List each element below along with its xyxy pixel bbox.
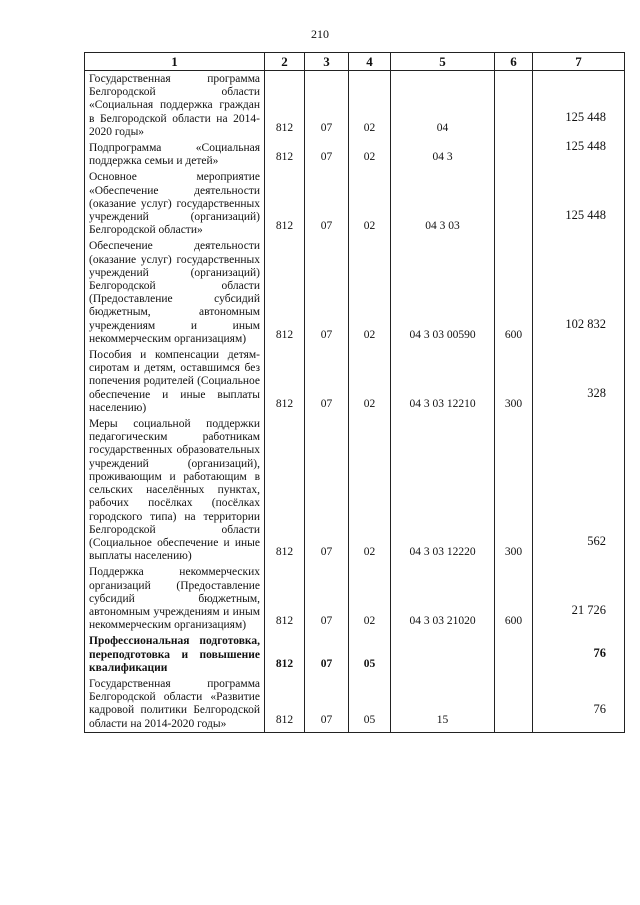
csr-code: 04 3 bbox=[391, 140, 495, 169]
pr-code: 02 bbox=[349, 238, 391, 347]
rz-code: 07 bbox=[305, 676, 349, 732]
row-name: Меры социальной поддержки педагогическим работникам государственных образовательных учреждений (организаций), проживающим и работающим в сельских населённых пунктах, рабочих посёлках (посёлках городского типа) на территории Белгородской области (Социальное обеспечение и иные выплаты населению) bbox=[85, 416, 265, 564]
row-name: Пособия и компенсации детям-сиротам и детям, оставшимся без попечения родителей (Социальное обеспечение и иные выплаты населению) bbox=[85, 347, 265, 416]
vr-code: 600 bbox=[495, 238, 533, 347]
ved-code: 812 bbox=[265, 71, 305, 141]
row-sum: 562 bbox=[533, 416, 625, 564]
table-body bbox=[85, 71, 625, 733]
row-sum: 21 726 bbox=[533, 564, 625, 633]
csr-code: 04 3 03 12210 bbox=[391, 347, 495, 416]
ved-code: 812 bbox=[265, 564, 305, 633]
column-header: 5 bbox=[391, 53, 495, 71]
pr-code: 02 bbox=[349, 71, 391, 141]
row-name: Поддержка некоммерческих организаций (Предоставление субсидий бюджетным, автономным учреждениям и иным некоммерческим организациям) bbox=[85, 564, 265, 633]
rz-code: 07 bbox=[305, 633, 349, 676]
column-header: 3 bbox=[305, 53, 349, 71]
table-row bbox=[85, 71, 625, 141]
vr-code: 300 bbox=[495, 416, 533, 564]
csr-code: 04 3 03 21020 bbox=[391, 564, 495, 633]
pr-code: 02 bbox=[349, 416, 391, 564]
rz-code: 07 bbox=[305, 564, 349, 633]
pr-code: 02 bbox=[349, 347, 391, 416]
table-row bbox=[85, 238, 625, 347]
column-header: 1 bbox=[85, 53, 265, 71]
csr-code: 04 3 03 bbox=[391, 169, 495, 238]
row-sum: 125 448 bbox=[533, 140, 625, 169]
row-name: Государственная программа Белгородской области «Развитие кадровой политики Белгородской области на 2014-2020 годы» bbox=[85, 676, 265, 732]
vr-code bbox=[495, 633, 533, 676]
ved-code: 812 bbox=[265, 416, 305, 564]
pr-code: 02 bbox=[349, 564, 391, 633]
csr-code: 04 3 03 00590 bbox=[391, 238, 495, 347]
row-sum: 328 bbox=[533, 347, 625, 416]
pr-code: 05 bbox=[349, 633, 391, 676]
page-number: 210 bbox=[311, 27, 329, 41]
column-header: 4 bbox=[349, 53, 391, 71]
csr-code: 04 bbox=[391, 71, 495, 141]
header-row bbox=[85, 53, 625, 71]
ved-code: 812 bbox=[265, 140, 305, 169]
row-name: Профессиональная подготовка, переподготовка и повышение квалификации bbox=[85, 633, 265, 676]
table-row bbox=[85, 633, 625, 676]
rz-code: 07 bbox=[305, 238, 349, 347]
rz-code: 07 bbox=[305, 347, 349, 416]
row-sum: 125 448 bbox=[533, 169, 625, 238]
vr-code bbox=[495, 71, 533, 141]
table-row bbox=[85, 416, 625, 564]
row-name: Подпрограмма «Социальная поддержка семьи и детей» bbox=[85, 140, 265, 169]
ved-code: 812 bbox=[265, 676, 305, 732]
row-name: Государственная программа Белгородской области «Социальная поддержка граждан в Белгородской области на 2014-2020 годы» bbox=[85, 71, 265, 141]
ved-code: 812 bbox=[265, 169, 305, 238]
pr-code: 05 bbox=[349, 676, 391, 732]
ved-code: 812 bbox=[265, 633, 305, 676]
vr-code: 300 bbox=[495, 347, 533, 416]
csr-code: 15 bbox=[391, 676, 495, 732]
csr-code: 04 3 03 12220 bbox=[391, 416, 495, 564]
vr-code: 600 bbox=[495, 564, 533, 633]
budget-table bbox=[84, 52, 625, 733]
csr-code bbox=[391, 633, 495, 676]
rz-code: 07 bbox=[305, 169, 349, 238]
vr-code bbox=[495, 140, 533, 169]
pr-code: 02 bbox=[349, 140, 391, 169]
row-name: Обеспечение деятельности (оказание услуг) государственных учреждений (организаций) Белгородской области (Предоставление субсидий бюджетным, автономным учреждениям и иным некоммерческим организациям) bbox=[85, 238, 265, 347]
table-row bbox=[85, 169, 625, 238]
rz-code: 07 bbox=[305, 416, 349, 564]
column-header: 6 bbox=[495, 53, 533, 71]
row-sum: 76 bbox=[533, 633, 625, 676]
pr-code: 02 bbox=[349, 169, 391, 238]
ved-code: 812 bbox=[265, 347, 305, 416]
column-header: 7 bbox=[533, 53, 625, 71]
vr-code bbox=[495, 169, 533, 238]
table-row bbox=[85, 347, 625, 416]
rz-code: 07 bbox=[305, 71, 349, 141]
table-row bbox=[85, 564, 625, 633]
vr-code bbox=[495, 676, 533, 732]
row-sum: 102 832 bbox=[533, 238, 625, 347]
ved-code: 812 bbox=[265, 238, 305, 347]
row-sum: 76 bbox=[533, 676, 625, 732]
row-sum: 125 448 bbox=[533, 71, 625, 141]
column-header: 2 bbox=[265, 53, 305, 71]
row-name: Основное мероприятие «Обеспечение деятельности (оказание услуг) государственных учреждений (организаций) Белгородской области» bbox=[85, 169, 265, 238]
table-row bbox=[85, 676, 625, 732]
rz-code: 07 bbox=[305, 140, 349, 169]
table-row bbox=[85, 140, 625, 169]
